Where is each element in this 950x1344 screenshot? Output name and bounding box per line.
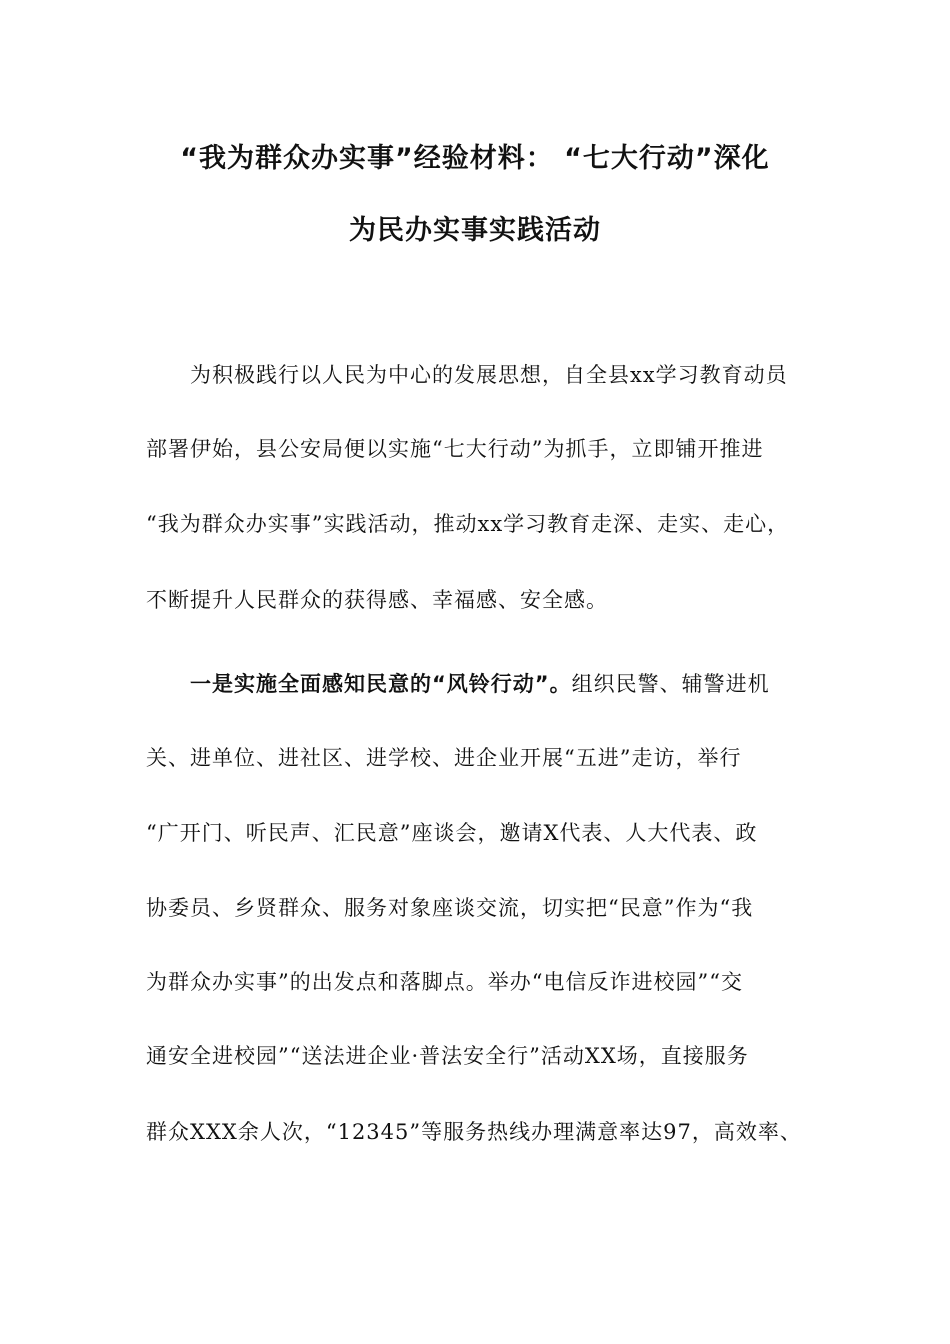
paragraph-line: 协委员、乡贤群众、服务对象座谈交流，切实把“民意”作为“我 <box>146 896 754 920</box>
paragraph-line: 关、进单位、进社区、进学校、进企业开展“五进”走访，举行 <box>146 746 742 770</box>
document-title-line-1: “我为群众办实事”经验材料： “七大行动”深化 <box>180 143 770 174</box>
paragraph-line: 部署伊始，县公安局便以实施“七大行动”为抓手，立即铺开推进 <box>146 437 764 461</box>
paragraph-first-line <box>190 669 806 699</box>
paragraph-line: 为群众办实事”的出发点和落脚点。举办“电信反诈进校园”“交 <box>146 970 743 994</box>
paragraph-line: “我为群众办实事”实践活动，推动xx学习教育走深、走实、走心， <box>146 512 790 536</box>
paragraph-line: 通安全进校园”“送法进企业·普法安全行”活动XX场，直接服务 <box>146 1044 749 1068</box>
paragraph-heading-rest: 组织民警、辅警进机 <box>571 672 770 696</box>
paragraph-heading: 一是实施全面感知民意的“风铃行动”。 <box>190 672 572 696</box>
document-title-line-2: 为民办实事实践活动 <box>349 215 601 246</box>
paragraph-line: 为积极践行以人民为中心的发展思想，自全县xx学习教育动员 <box>190 363 788 387</box>
paragraph-line: 不断提升人民群众的获得感、幸福感、安全感。 <box>146 588 608 612</box>
paragraph-line: “广开门、听民声、汇民意”座谈会，邀请X代表、人大代表、政 <box>146 821 758 845</box>
paragraph-line: 群众XXX余人次，“12345”等服务热线办理满意率达97，高效率、 <box>146 1120 802 1144</box>
